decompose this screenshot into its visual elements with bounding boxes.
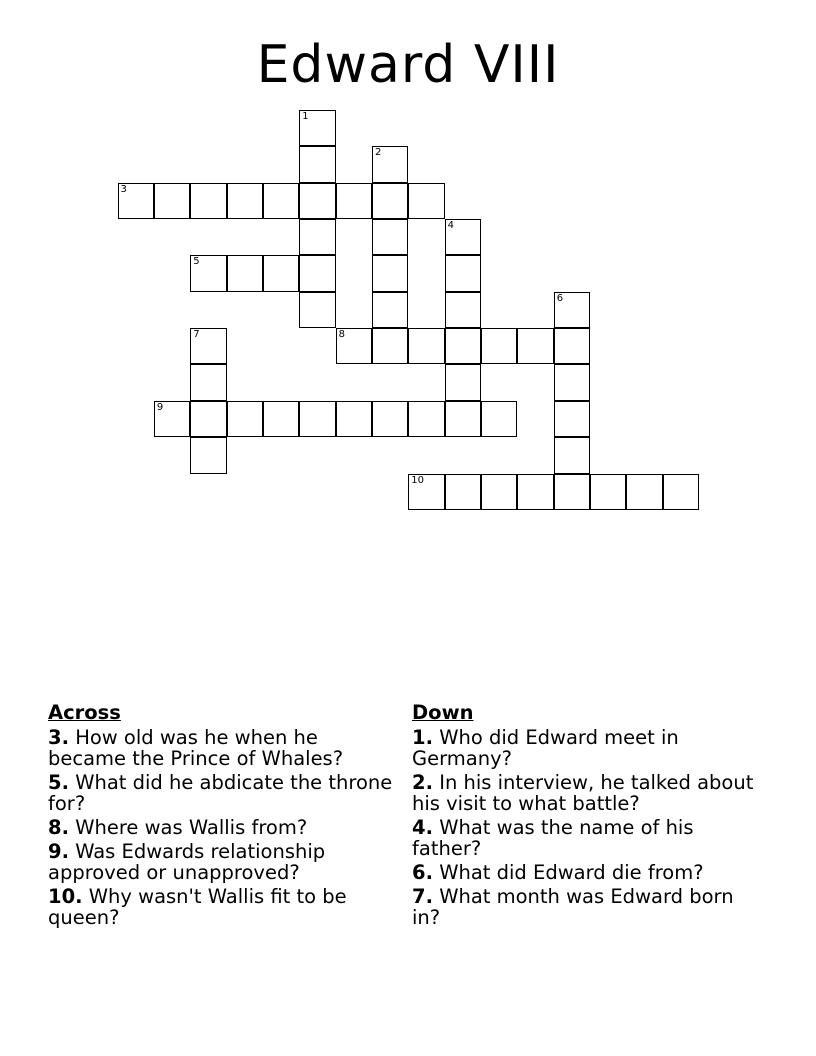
clue-text: What did Edward die from? <box>439 861 704 884</box>
grid-cell[interactable] <box>554 328 590 364</box>
clue-number-label: 9 <box>156 401 164 413</box>
grid-cell[interactable] <box>118 183 154 219</box>
grid-cell[interactable] <box>227 255 263 291</box>
clue-text: What month was Edward born in? <box>412 885 734 929</box>
grid-cell[interactable] <box>517 474 553 510</box>
grid-cell[interactable] <box>336 183 372 219</box>
grid-cell[interactable] <box>445 474 481 510</box>
grid-cell[interactable] <box>227 401 263 437</box>
clue-number-label: 3 <box>120 183 127 195</box>
clue-number: 3. <box>48 726 69 749</box>
clue-text: Was Edwards relationship approved or unapproved? <box>48 840 326 884</box>
grid-cell[interactable] <box>336 401 372 437</box>
grid-cell[interactable] <box>190 328 226 364</box>
grid-cell[interactable] <box>445 255 481 291</box>
grid-cell[interactable] <box>190 401 226 437</box>
grid-cell[interactable] <box>554 401 590 437</box>
across-clue <box>48 886 393 928</box>
grid-cell[interactable] <box>190 364 226 400</box>
grid-cell[interactable] <box>372 183 408 219</box>
grid-cell[interactable] <box>554 292 590 328</box>
across-clue <box>48 727 393 769</box>
clue-text: Who did Edward meet in Germany? <box>412 726 679 770</box>
clue-number: 2. <box>412 771 433 794</box>
clue-number: 7. <box>412 885 433 908</box>
grid-cell[interactable] <box>190 437 226 473</box>
grid-cell[interactable] <box>445 292 481 328</box>
grid-cell[interactable] <box>663 474 699 510</box>
grid-cell[interactable] <box>590 474 626 510</box>
grid-cell[interactable] <box>299 255 335 291</box>
clue-number: 5. <box>48 771 69 794</box>
grid-cell[interactable] <box>154 183 190 219</box>
clue-number-label: 6 <box>556 292 564 304</box>
clue-number: 1. <box>412 726 433 749</box>
clue-text: How old was he when he became the Prince of Whales? <box>48 726 344 770</box>
clue-number: 10. <box>48 885 83 908</box>
grid-cell[interactable] <box>299 292 335 328</box>
down-clue <box>412 772 757 814</box>
page-title: Edward VIII <box>256 35 560 95</box>
clues-across <box>48 702 393 931</box>
clue-text: What was the name of his father? <box>412 816 694 860</box>
clue-number: 8. <box>48 816 69 839</box>
down-clue <box>412 862 757 883</box>
clue-text: In his interview, he talked about his visit to what battle? <box>412 771 754 815</box>
clues-across-heading: Across <box>48 701 121 724</box>
clues-down-heading: Down <box>412 701 474 724</box>
grid-cell[interactable] <box>481 328 517 364</box>
across-clue <box>48 841 393 883</box>
down-clue <box>412 817 757 859</box>
grid-cell[interactable] <box>372 255 408 291</box>
grid-cell[interactable] <box>445 328 481 364</box>
grid-cell[interactable] <box>481 474 517 510</box>
grid-cell[interactable] <box>263 255 299 291</box>
grid-cell[interactable] <box>372 219 408 255</box>
clue-number: 9. <box>48 840 69 863</box>
grid-cell[interactable] <box>190 255 226 291</box>
grid-cell[interactable] <box>299 401 335 437</box>
clue-text: Why wasn't Wallis fit to be queen? <box>48 885 347 929</box>
clue-number: 6. <box>412 861 433 884</box>
grid-cell[interactable] <box>408 401 444 437</box>
clue-number-label: 5 <box>193 256 200 268</box>
grid-cell[interactable] <box>299 219 335 255</box>
grid-cell[interactable] <box>408 328 444 364</box>
grid-cell[interactable] <box>481 401 517 437</box>
grid-cell[interactable] <box>445 401 481 437</box>
grid-cell[interactable] <box>554 437 590 473</box>
grid-cell[interactable] <box>154 401 190 437</box>
grid-cell[interactable] <box>299 146 335 182</box>
grid-cell[interactable] <box>372 401 408 437</box>
grid-cell[interactable] <box>554 474 590 510</box>
grid-cell[interactable] <box>299 183 335 219</box>
grid-cell[interactable] <box>263 401 299 437</box>
grid-cell[interactable] <box>336 328 372 364</box>
grid-cell[interactable] <box>445 364 481 400</box>
grid-cell[interactable] <box>372 328 408 364</box>
clue-number-label: 2 <box>374 147 382 159</box>
clue-number-label: 7 <box>193 329 200 341</box>
grid-cell[interactable] <box>372 292 408 328</box>
down-clue <box>412 727 757 769</box>
down-clue <box>412 886 757 928</box>
clues-down <box>412 702 757 931</box>
grid-cell[interactable] <box>408 474 444 510</box>
clue-number: 4. <box>412 816 433 839</box>
grid-cell[interactable] <box>372 146 408 182</box>
grid-cell[interactable] <box>626 474 662 510</box>
across-clue <box>48 772 393 814</box>
grid-cell[interactable] <box>445 219 481 255</box>
grid-cell[interactable] <box>227 183 263 219</box>
grid-cell[interactable] <box>190 183 226 219</box>
grid-cell[interactable] <box>408 183 444 219</box>
grid-cell[interactable] <box>554 364 590 400</box>
grid-cell[interactable] <box>263 183 299 219</box>
grid-cell[interactable] <box>517 328 553 364</box>
clue-text: What did he abdicate the throne for? <box>48 771 393 815</box>
clue-number-label: 4 <box>447 220 455 232</box>
clue-number-label: 8 <box>338 329 345 341</box>
grid-cell[interactable] <box>299 110 335 146</box>
across-clue <box>48 817 393 838</box>
clue-text: Where was Wallis from? <box>75 816 308 839</box>
clue-number-label: 10 <box>411 474 425 486</box>
clue-number-label: 1 <box>302 111 309 122</box>
